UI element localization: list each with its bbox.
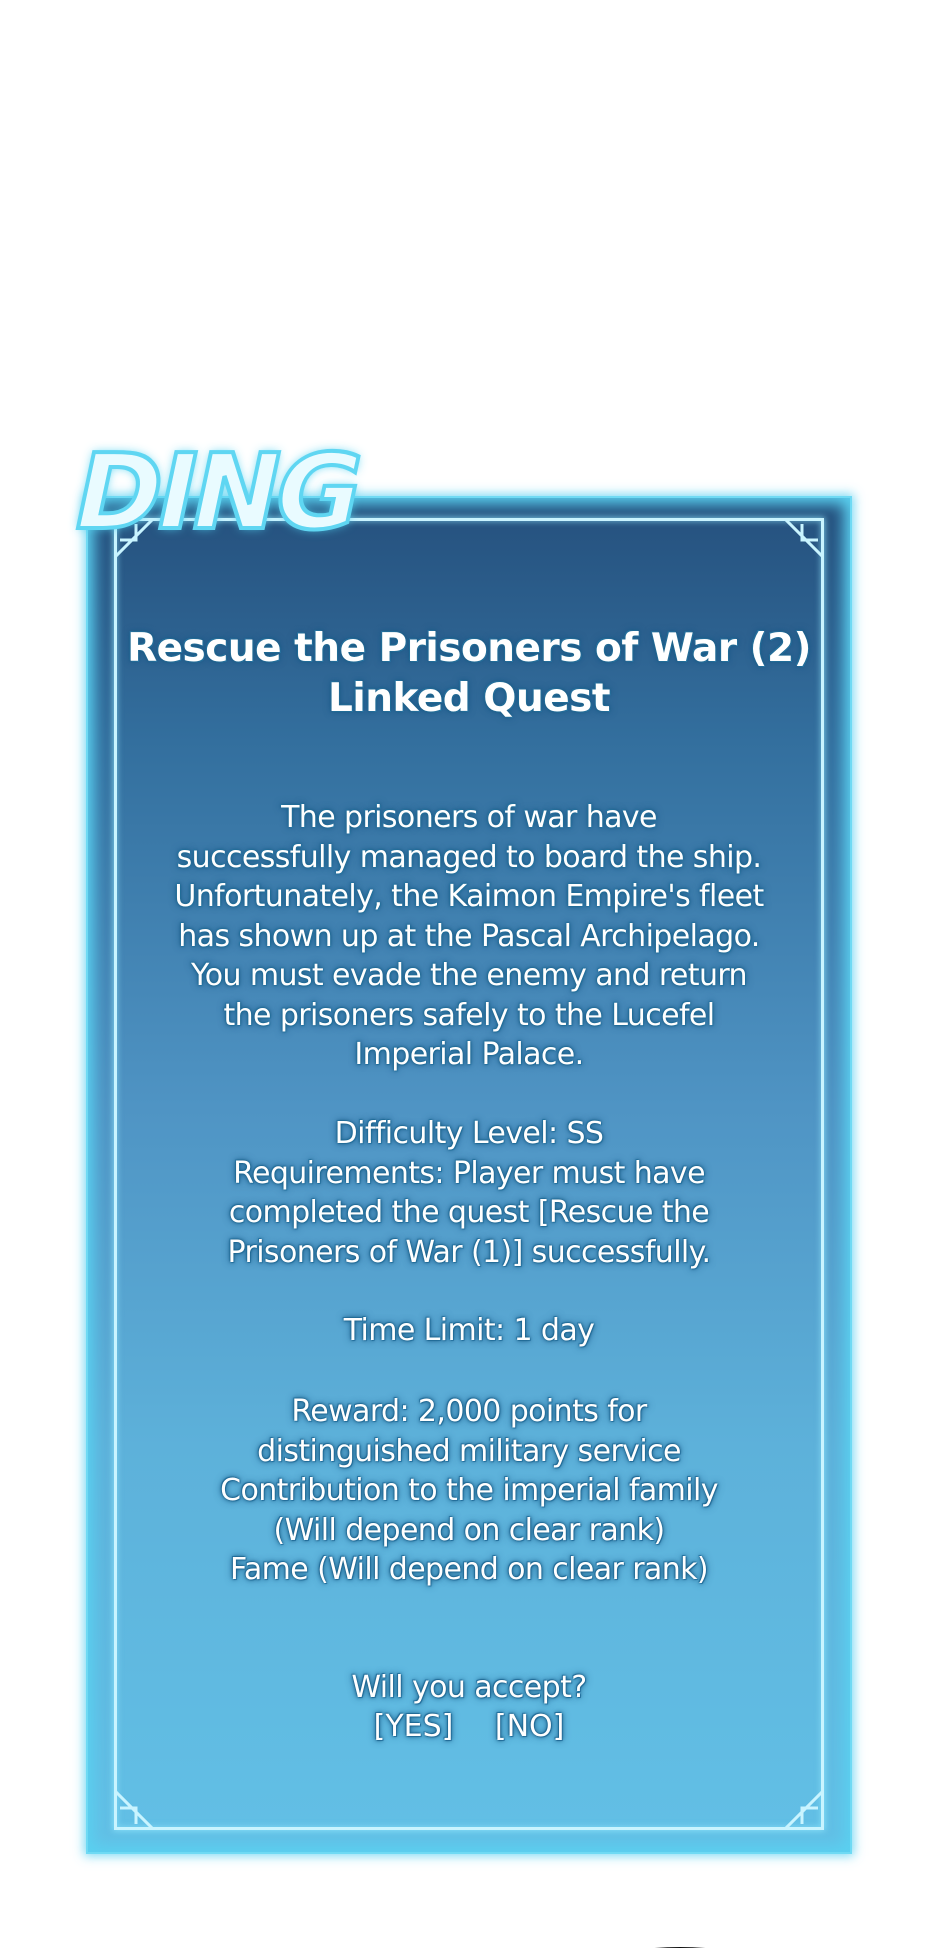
reward-line: Fame (Will depend on clear rank) [230, 1552, 708, 1587]
quest-title [114, 624, 824, 724]
quest-type-line: Linked Quest [327, 676, 611, 721]
reward-line: Contribution to the imperial family [220, 1473, 718, 1508]
no-button[interactable]: [NO] [494, 1709, 565, 1744]
description-line: successfully managed to board the ship. [176, 839, 762, 875]
quest-description [114, 798, 824, 1075]
quest-title-line: Rescue the Prisoners of War (2) [127, 626, 811, 671]
requirement-line: Requirements: Player must have [233, 1155, 705, 1191]
yes-button[interactable]: [YES] [373, 1709, 454, 1744]
corner-ornament-top-right [784, 518, 824, 558]
difficulty-level: Difficulty Level: SS [334, 1116, 604, 1151]
description-line: The prisoners of war have [281, 800, 657, 835]
ding-sound-effect: DING [63, 431, 371, 553]
quest-requirements [114, 1114, 824, 1272]
corner-ornament-bottom-left [114, 1790, 154, 1830]
requirement-line: Prisoners of War (1)] successfully. [227, 1234, 711, 1270]
description-line: Imperial Palace. [354, 1037, 584, 1072]
description-line: You must evade the enemy and return [191, 958, 747, 993]
quest-choices [114, 1707, 824, 1747]
requirement-line: completed the quest [Rescue the [228, 1195, 710, 1230]
reward-line: (Will depend on clear rank) [273, 1512, 665, 1548]
quest-rewards [114, 1392, 824, 1590]
description-line: has shown up at the Pascal Archipelago. [178, 918, 760, 954]
accept-prompt: Will you accept? [351, 1670, 587, 1705]
description-line: Unfortunately, the Kaimon Empire's fleet [174, 879, 764, 914]
time-limit: Time Limit: 1 day [343, 1313, 595, 1348]
reward-line: Reward: 2,000 points for [291, 1394, 647, 1429]
corner-ornament-bottom-right [784, 1790, 824, 1830]
reward-line: distinguished military service [257, 1433, 681, 1469]
speech-bubble-edge [520, 1928, 840, 1948]
description-line: the prisoners safely to the Lucefel [223, 997, 715, 1033]
